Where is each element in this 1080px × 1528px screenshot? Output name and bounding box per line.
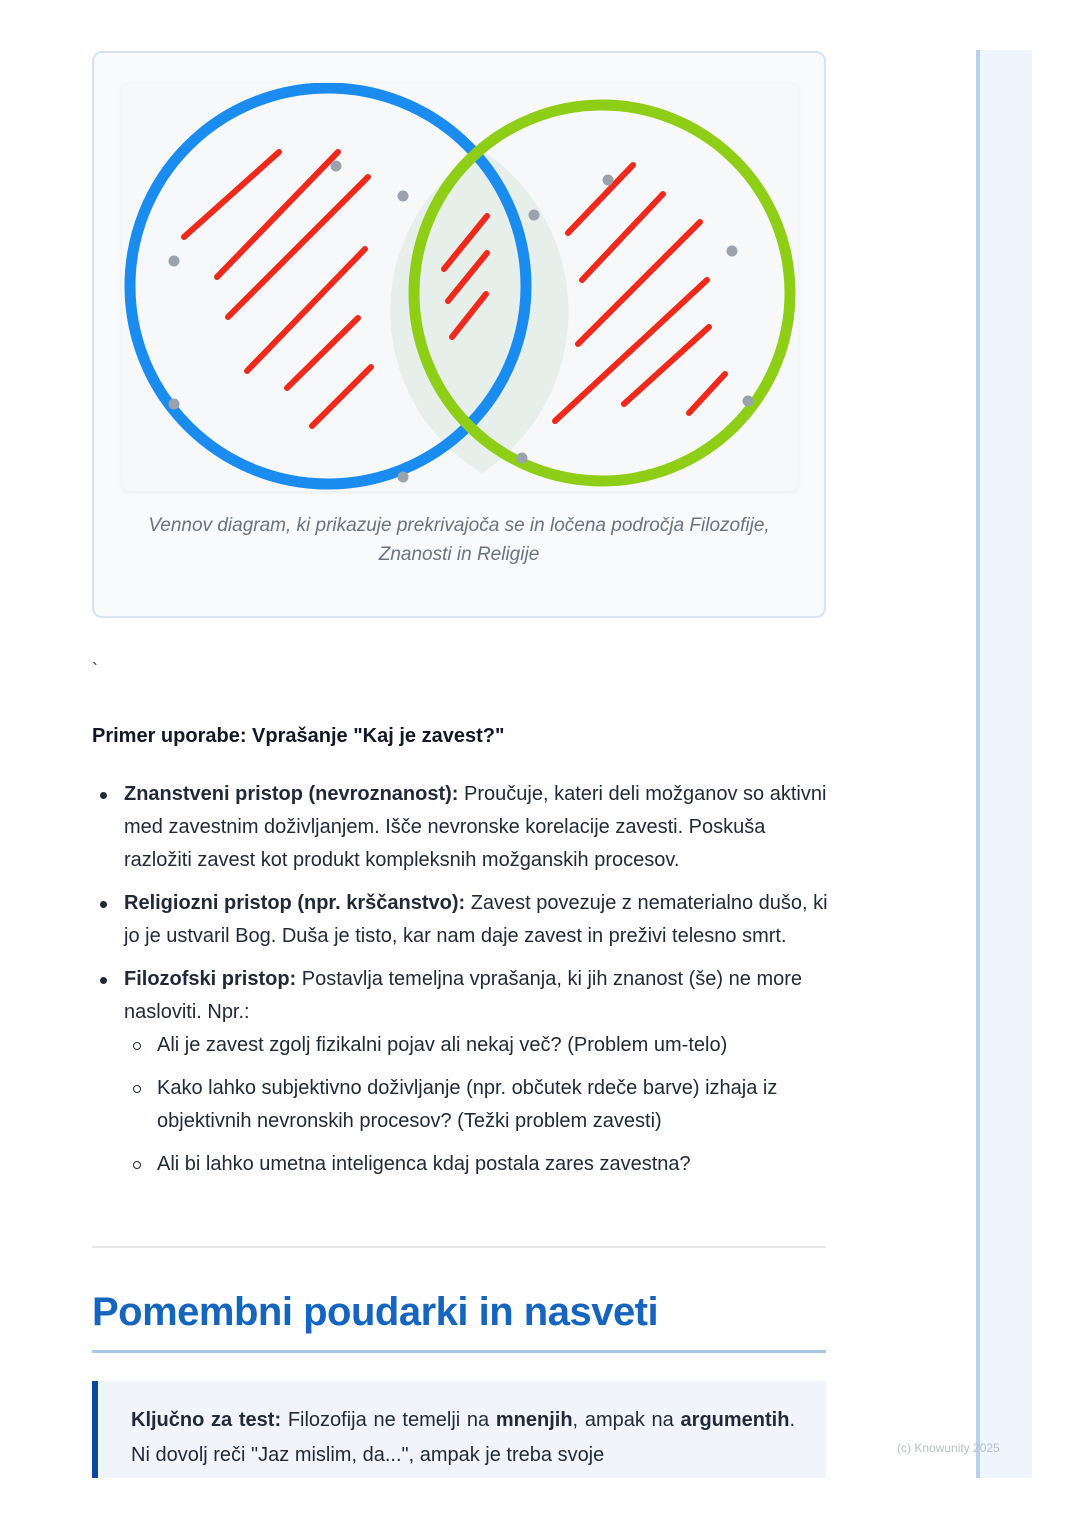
venn-diagram (122, 83, 798, 491)
hatch-line (689, 374, 725, 413)
venn-diagram-image (122, 83, 798, 491)
callout-text-part: . Ni dovolj reči "Jaz mislim, da...", ampak je treba svoje (131, 1409, 795, 1466)
right-sidebar-panel (976, 50, 1032, 1478)
bullet-ring (133, 1161, 141, 1169)
bullet-ring (133, 1085, 141, 1093)
section-title-underline (92, 1350, 826, 1353)
callout-emphasis: argumentih (680, 1409, 790, 1431)
watermark: (c) Knowunity 2025 (897, 1441, 1000, 1455)
item-text: Zavest povezuje z nematerialno dušo, ki jo je ustvaril Bog. Duša je tisto, kar nam daje zavest in preživi telesno smrt. (124, 892, 828, 947)
dot (603, 175, 614, 186)
list-item-philosophical (92, 963, 832, 1181)
bullet-dot (100, 792, 107, 799)
bullet-ring (133, 1042, 141, 1050)
hatch-line (578, 222, 700, 344)
hatch-line (312, 367, 371, 426)
dot (529, 210, 540, 221)
dot (331, 161, 342, 172)
bullet-dot (100, 977, 107, 984)
callout-text (131, 1403, 795, 1473)
dot (743, 396, 754, 407)
dot (727, 246, 738, 257)
item-label: Znanstveni pristop (nevroznanost): (124, 783, 459, 805)
approach-list (92, 778, 832, 1191)
item-text: Proučuje, kateri deli možganov so aktivni med zavestnim doživljanjem. Išče nevronske korelacije zavesti. Poskuša razložiti zavest kot produkt kompleksnih možganskih procesov. (124, 783, 827, 871)
key-tip-callout (92, 1381, 826, 1478)
callout-text-part: Filozofija ne temelji na (281, 1409, 496, 1431)
stray-backtick: ` (92, 660, 98, 680)
section-title: Pomembni poudarki in nasveti (92, 1290, 659, 1334)
callout-text-part: , ampak na (572, 1409, 681, 1431)
figure-card (92, 51, 826, 618)
list-item-religious (92, 887, 832, 953)
item-text: Postavlja temeljna vprašanja, ki jih znanost (še) ne more nasloviti. Npr.: (124, 968, 803, 1023)
dot (169, 256, 180, 267)
callout-lead: Ključno za test: (131, 1409, 282, 1431)
dot (169, 399, 180, 410)
hatch-line (217, 152, 338, 277)
sub-item-text: Ali bi lahko umetna inteligenca kdaj postala zares zavestna? (157, 1153, 691, 1175)
list-item-scientific (92, 778, 832, 877)
dot (398, 191, 409, 202)
figure-caption: Vennov diagram, ki prikazuje prekrivajoča se in ločena področja Filozofije, Znanosti in Religije (148, 515, 770, 565)
item-label: Religiozni pristop (npr. krščanstvo): (124, 892, 466, 914)
item-label: Filozofski pristop: (124, 968, 297, 990)
sub-question-list (124, 1029, 832, 1181)
hatch-line (624, 327, 709, 404)
hatch-line (247, 249, 365, 371)
bullet-dot (100, 901, 107, 908)
hatch-line (287, 318, 358, 388)
dot (398, 472, 409, 483)
section-divider (92, 1246, 826, 1248)
hatch-line (568, 165, 633, 233)
sub-item-text: Ali je zavest zgolj fizikalni pojav ali nekaj več? (Problem um-telo) (157, 1034, 728, 1056)
sub-list-item (124, 1072, 832, 1138)
sub-list-item (124, 1148, 832, 1181)
sub-list-item (124, 1029, 832, 1062)
callout-emphasis: mnenjih (495, 1409, 573, 1431)
dot (517, 453, 528, 464)
example-heading: Primer uporabe: Vprašanje "Kaj je zavest?" (92, 725, 505, 747)
sub-item-text: Kako lahko subjektivno doživljanje (npr. občutek rdeče barve) izhaja iz objektivnih nevronskih procesov? (Težki problem zavesti) (157, 1077, 778, 1132)
